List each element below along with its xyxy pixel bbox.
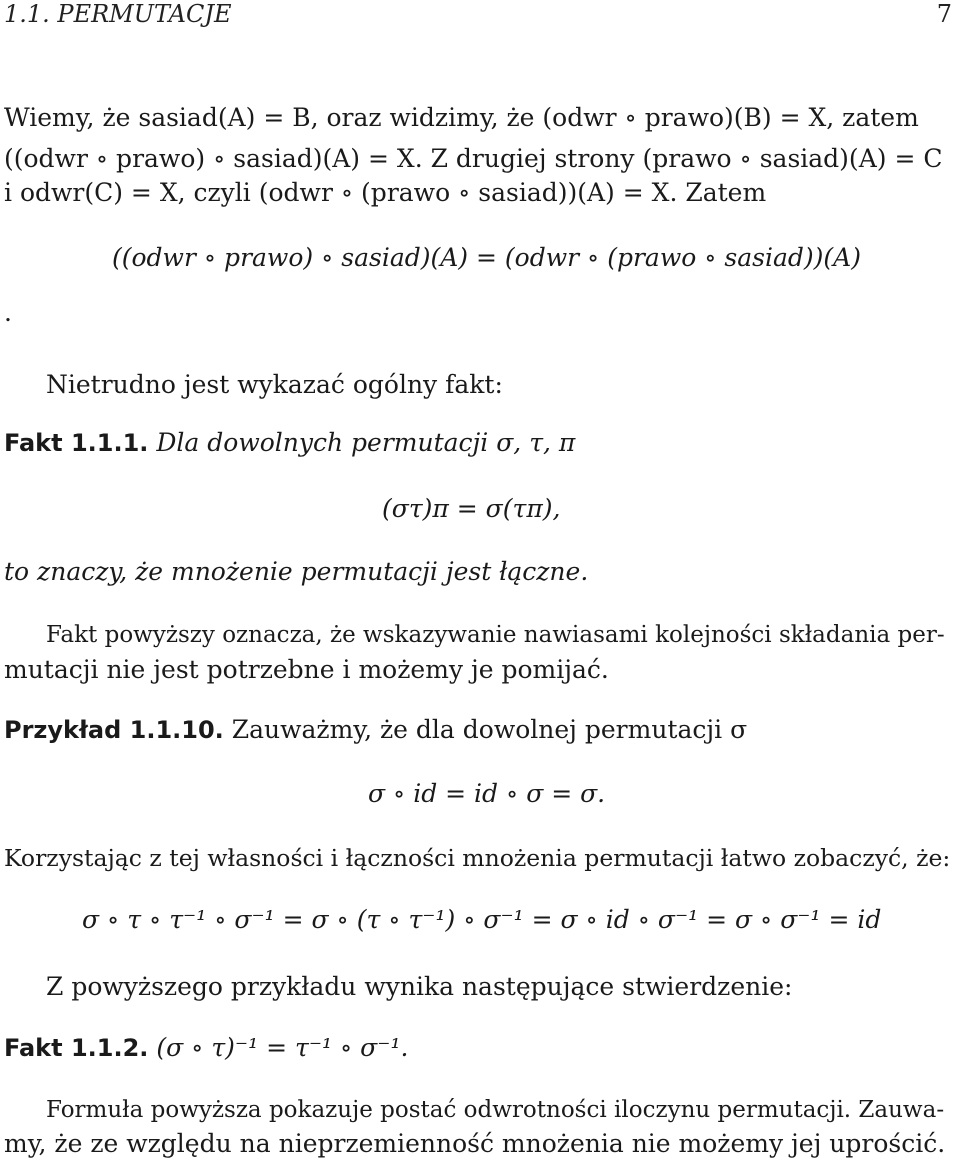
stray-period: .: [4, 298, 12, 327]
fact-1-statement: Dla dowolnych permutacji σ, τ, π: [156, 428, 576, 457]
fact-1-equation: (στ)π = σ(τπ),: [382, 494, 561, 523]
fact-2-label: Fakt 1.1.2.: [4, 1034, 149, 1062]
paragraph-1-line-3: i odwr(C) = X, czyli (odwr ∘ (prawo ∘ sasiad))(A) = X. Zatem: [4, 178, 767, 207]
fact-2-equation: (σ ∘ τ)⁻¹ = τ⁻¹ ∘ σ⁻¹.: [156, 1033, 409, 1062]
fact-1-conclusion: to znaczy, że mnożenie permutacji jest łączne.: [4, 557, 589, 586]
paragraph-2-line-1: Fakt powyższy oznacza, że wskazywanie nawiasami kolejności składania per-: [46, 622, 945, 648]
fact-1: [4, 428, 575, 458]
paragraph-5-line-2: my, że ze względu na nieprzemienność mnożenia nie możemy jej uprościć.: [4, 1129, 946, 1158]
example: [4, 715, 747, 745]
intro-sentence: Nietrudno jest wykazać ogólny fakt:: [46, 370, 503, 399]
paragraph-1-line-1: Wiemy, że sasiad(A) = B, oraz widzimy, że (odwr ∘ prawo)(B) = X, zatem: [4, 103, 919, 132]
fact-2: [4, 1033, 408, 1063]
example-text: Zauważmy, że dla dowolnej permutacji σ: [231, 715, 748, 744]
display-equation-2: σ ∘ τ ∘ τ⁻¹ ∘ σ⁻¹ = σ ∘ (τ ∘ τ⁻¹) ∘ σ⁻¹ = σ ∘ id ∘ σ⁻¹ = σ ∘ σ⁻¹ = id: [82, 905, 882, 934]
paragraph-4: Z powyższego przykładu wynika następujące stwierdzenie:: [46, 972, 793, 1001]
page-number: 7: [936, 0, 952, 28]
fact-1-label: Fakt 1.1.1.: [4, 429, 149, 457]
example-equation: σ ∘ id = id ∘ σ = σ.: [368, 779, 606, 808]
paragraph-2-line-2: mutacji nie jest potrzebne i możemy je pomijać.: [4, 655, 609, 684]
section-title: 1.1. PERMUTACJE: [4, 0, 232, 28]
paragraph-1-line-2: ((odwr ∘ prawo) ∘ sasiad)(A) = X. Z drugiej strony (prawo ∘ sasiad)(A) = C: [4, 144, 943, 173]
paragraph-3: Korzystając z tej własności i łączności mnożenia permutacji łatwo zobaczyć, że:: [4, 844, 951, 872]
example-label: Przykład 1.1.10.: [4, 716, 224, 744]
display-equation-1: ((odwr ∘ prawo) ∘ sasiad)(A) = (odwr ∘ (prawo ∘ sasiad))(A): [112, 243, 861, 272]
paragraph-5-line-1: Formuła powyższa pokazuje postać odwrotności iloczynu permutacji. Zauwa-: [46, 1097, 945, 1123]
